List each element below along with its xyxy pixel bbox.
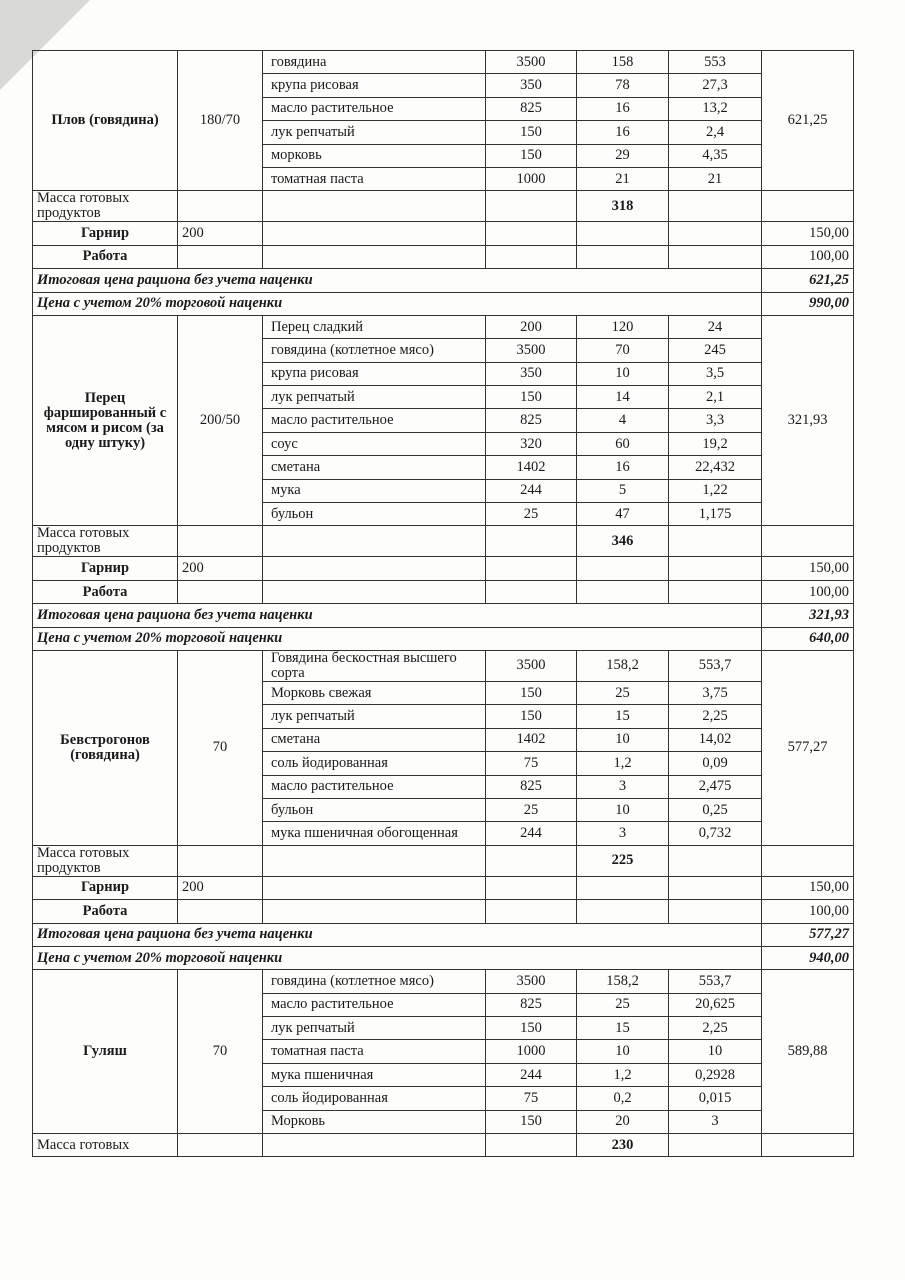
ingredient-name: бульон <box>263 503 486 526</box>
total-value: 577,27 <box>762 923 854 946</box>
empty-cell <box>486 580 577 603</box>
ingredient-quantity: 16 <box>577 456 669 479</box>
empty-cell <box>577 222 669 245</box>
empty-cell <box>178 245 263 268</box>
work-label: Работа <box>33 580 178 603</box>
empty-cell <box>669 876 762 899</box>
mass-row <box>33 191 854 222</box>
dish-price: 577,27 <box>762 650 854 845</box>
total-value: 621,25 <box>762 269 854 292</box>
empty-cell <box>178 1134 263 1157</box>
mass-label: Масса готовых продуктов <box>33 191 178 222</box>
work-price: 100,00 <box>762 580 854 603</box>
ingredient-price-per-kg: 150 <box>486 144 577 167</box>
empty-cell <box>178 526 263 557</box>
garnish-price: 150,00 <box>762 557 854 580</box>
empty-cell <box>669 526 762 557</box>
portion-size: 180/70 <box>178 51 263 191</box>
ingredient-quantity: 0,2 <box>577 1087 669 1110</box>
ingredient-price-per-kg: 200 <box>486 315 577 338</box>
empty-cell <box>486 1134 577 1157</box>
ingredient-quantity: 25 <box>577 681 669 704</box>
ingredient-name: сметана <box>263 728 486 751</box>
portion-size: 70 <box>178 650 263 845</box>
empty-cell <box>486 876 577 899</box>
ingredient-name: говядина (котлетное мясо) <box>263 339 486 362</box>
ingredient-price-per-kg: 244 <box>486 822 577 845</box>
mass-value: 225 <box>577 845 669 876</box>
empty-cell <box>669 191 762 222</box>
empty-cell <box>263 876 486 899</box>
ingredient-cost: 2,475 <box>669 775 762 798</box>
ingredient-price-per-kg: 1000 <box>486 1040 577 1063</box>
empty-cell <box>486 900 577 923</box>
ingredient-quantity: 25 <box>577 993 669 1016</box>
ingredient-cost: 0,09 <box>669 752 762 775</box>
ingredient-name: масло растительное <box>263 97 486 120</box>
empty-cell <box>178 191 263 222</box>
dish-name: Плов (говядина) <box>33 51 178 191</box>
markup-value: 940,00 <box>762 946 854 969</box>
ingredient-price-per-kg: 350 <box>486 362 577 385</box>
recipe-cost-table <box>32 50 854 1157</box>
work-price: 100,00 <box>762 900 854 923</box>
ingredient-price-per-kg: 3500 <box>486 970 577 993</box>
garnish-value: 200 <box>178 222 263 245</box>
markup-label: Цена с учетом 20% торговой наценки <box>33 292 762 315</box>
empty-cell <box>178 900 263 923</box>
ingredient-price-per-kg: 244 <box>486 1063 577 1086</box>
ingredient-name: томатная паста <box>263 1040 486 1063</box>
total-row <box>33 269 854 292</box>
ingredient-price-per-kg: 1402 <box>486 728 577 751</box>
ingredient-price-per-kg: 825 <box>486 97 577 120</box>
ingredient-cost: 22,432 <box>669 456 762 479</box>
ingredient-cost: 13,2 <box>669 97 762 120</box>
ingredient-quantity: 10 <box>577 798 669 821</box>
ingredient-name: лук репчатый <box>263 386 486 409</box>
ingredient-cost: 4,35 <box>669 144 762 167</box>
garnish-label: Гарнир <box>33 557 178 580</box>
ingredient-name: мука пшеничная <box>263 1063 486 1086</box>
dish-price: 321,93 <box>762 315 854 526</box>
ingredient-name: говядина (котлетное мясо) <box>263 970 486 993</box>
ingredient-price-per-kg: 75 <box>486 752 577 775</box>
empty-cell <box>263 580 486 603</box>
ingredient-price-per-kg: 150 <box>486 1110 577 1133</box>
work-price: 100,00 <box>762 245 854 268</box>
ingredient-quantity: 158 <box>577 51 669 74</box>
ingredient-name: бульон <box>263 798 486 821</box>
empty-cell <box>762 526 854 557</box>
ingredient-name: сметана <box>263 456 486 479</box>
ingredient-name: мука <box>263 479 486 502</box>
ingredient-cost: 553 <box>669 51 762 74</box>
empty-cell <box>762 191 854 222</box>
ingredient-quantity: 60 <box>577 432 669 455</box>
empty-cell <box>263 900 486 923</box>
ingredient-cost: 1,175 <box>669 503 762 526</box>
dish-name: Гуляш <box>33 970 178 1134</box>
mass-label: Масса готовых <box>33 1134 178 1157</box>
ingredient-cost: 553,7 <box>669 970 762 993</box>
ingredient-price-per-kg: 150 <box>486 1017 577 1040</box>
empty-cell <box>669 222 762 245</box>
ingredient-cost: 2,25 <box>669 1017 762 1040</box>
work-label: Работа <box>33 900 178 923</box>
ingredient-quantity: 1,2 <box>577 752 669 775</box>
empty-cell <box>762 1134 854 1157</box>
ingredient-quantity: 14 <box>577 386 669 409</box>
ingredient-quantity: 5 <box>577 479 669 502</box>
empty-cell <box>178 580 263 603</box>
ingredient-name: масло растительное <box>263 993 486 1016</box>
mass-label: Масса готовых продуктов <box>33 526 178 557</box>
ingredient-quantity: 21 <box>577 167 669 190</box>
markup-value: 990,00 <box>762 292 854 315</box>
ingredient-quantity: 158,2 <box>577 970 669 993</box>
ingredient-quantity: 10 <box>577 728 669 751</box>
garnish-row <box>33 876 854 899</box>
empty-cell <box>486 245 577 268</box>
garnish-price: 150,00 <box>762 222 854 245</box>
portion-size: 70 <box>178 970 263 1134</box>
ingredient-price-per-kg: 150 <box>486 705 577 728</box>
ingredient-cost: 2,25 <box>669 705 762 728</box>
ingredient-name: масло растительное <box>263 409 486 432</box>
ingredient-quantity: 47 <box>577 503 669 526</box>
empty-cell <box>577 557 669 580</box>
ingredient-name: соус <box>263 432 486 455</box>
ingredient-quantity: 16 <box>577 121 669 144</box>
ingredient-cost: 2,1 <box>669 386 762 409</box>
table-row <box>33 51 854 74</box>
ingredient-cost: 19,2 <box>669 432 762 455</box>
empty-cell <box>263 845 486 876</box>
ingredient-cost: 21 <box>669 167 762 190</box>
ingredient-price-per-kg: 1000 <box>486 167 577 190</box>
ingredient-price-per-kg: 350 <box>486 74 577 97</box>
empty-cell <box>263 557 486 580</box>
ingredient-quantity: 29 <box>577 144 669 167</box>
empty-cell <box>669 580 762 603</box>
ingredient-price-per-kg: 3500 <box>486 650 577 681</box>
work-row <box>33 245 854 268</box>
ingredient-name: лук репчатый <box>263 705 486 728</box>
empty-cell <box>486 526 577 557</box>
mass-value: 346 <box>577 526 669 557</box>
ingredient-price-per-kg: 320 <box>486 432 577 455</box>
table-row <box>33 315 854 338</box>
ingredient-name: морковь <box>263 144 486 167</box>
total-label: Итоговая цена рациона без учета наценки <box>33 923 762 946</box>
ingredient-price-per-kg: 825 <box>486 775 577 798</box>
ingredient-price-per-kg: 244 <box>486 479 577 502</box>
garnish-price: 150,00 <box>762 876 854 899</box>
ingredient-quantity: 16 <box>577 97 669 120</box>
garnish-label: Гарнир <box>33 876 178 899</box>
ingredient-quantity: 20 <box>577 1110 669 1133</box>
ingredient-name: мука пшеничная обогощенная <box>263 822 486 845</box>
empty-cell <box>669 1134 762 1157</box>
ingredient-price-per-kg: 3500 <box>486 51 577 74</box>
garnish-value: 200 <box>178 876 263 899</box>
ingredient-name: соль йодированная <box>263 752 486 775</box>
empty-cell <box>577 245 669 268</box>
ingredient-cost: 245 <box>669 339 762 362</box>
empty-cell <box>263 222 486 245</box>
ingredient-name: Морковь свежая <box>263 681 486 704</box>
empty-cell <box>669 845 762 876</box>
empty-cell <box>486 845 577 876</box>
total-label: Итоговая цена рациона без учета наценки <box>33 604 762 627</box>
ingredient-name: крупа рисовая <box>263 362 486 385</box>
empty-cell <box>577 876 669 899</box>
ingredient-price-per-kg: 25 <box>486 798 577 821</box>
empty-cell <box>263 1134 486 1157</box>
work-row <box>33 900 854 923</box>
ingredient-price-per-kg: 825 <box>486 409 577 432</box>
ingredient-quantity: 15 <box>577 1017 669 1040</box>
ingredient-quantity: 10 <box>577 1040 669 1063</box>
dish-name: Перец фаршированный с мясом и рисом (за одну штуку) <box>33 315 178 526</box>
ingredient-name: говядина <box>263 51 486 74</box>
ingredient-name: Перец сладкий <box>263 315 486 338</box>
ingredient-quantity: 158,2 <box>577 650 669 681</box>
empty-cell <box>577 900 669 923</box>
ingredient-quantity: 4 <box>577 409 669 432</box>
empty-cell <box>669 900 762 923</box>
empty-cell <box>762 845 854 876</box>
ingredient-name: Морковь <box>263 1110 486 1133</box>
empty-cell <box>486 222 577 245</box>
ingredient-quantity: 78 <box>577 74 669 97</box>
markup-label: Цена с учетом 20% торговой наценки <box>33 627 762 650</box>
ingredient-cost: 24 <box>669 315 762 338</box>
ingredient-cost: 2,4 <box>669 121 762 144</box>
ingredient-cost: 3 <box>669 1110 762 1133</box>
garnish-row <box>33 557 854 580</box>
ingredient-quantity: 70 <box>577 339 669 362</box>
markup-row <box>33 292 854 315</box>
garnish-row <box>33 222 854 245</box>
work-row <box>33 580 854 603</box>
total-row <box>33 923 854 946</box>
ingredient-name: крупа рисовая <box>263 74 486 97</box>
markup-value: 640,00 <box>762 627 854 650</box>
ingredient-price-per-kg: 75 <box>486 1087 577 1110</box>
ingredient-quantity: 15 <box>577 705 669 728</box>
garnish-label: Гарнир <box>33 222 178 245</box>
empty-cell <box>263 191 486 222</box>
ingredient-cost: 1,22 <box>669 479 762 502</box>
ingredient-cost: 3,75 <box>669 681 762 704</box>
ingredient-price-per-kg: 1402 <box>486 456 577 479</box>
ingredient-cost: 14,02 <box>669 728 762 751</box>
ingredient-price-per-kg: 825 <box>486 993 577 1016</box>
ingredient-name: лук репчатый <box>263 1017 486 1040</box>
empty-cell <box>669 245 762 268</box>
empty-cell <box>263 245 486 268</box>
ingredient-quantity: 3 <box>577 775 669 798</box>
ingredient-price-per-kg: 150 <box>486 681 577 704</box>
mass-label: Масса готовых продуктов <box>33 845 178 876</box>
empty-cell <box>669 557 762 580</box>
ingredient-name: соль йодированная <box>263 1087 486 1110</box>
dish-price: 589,88 <box>762 970 854 1134</box>
markup-row <box>33 946 854 969</box>
empty-cell <box>263 526 486 557</box>
garnish-value: 200 <box>178 557 263 580</box>
ingredient-cost: 3,5 <box>669 362 762 385</box>
dish-name: Бевстрогонов (говядина) <box>33 650 178 845</box>
work-label: Работа <box>33 245 178 268</box>
ingredient-cost: 10 <box>669 1040 762 1063</box>
ingredient-price-per-kg: 150 <box>486 121 577 144</box>
dish-price: 621,25 <box>762 51 854 191</box>
ingredient-quantity: 1,2 <box>577 1063 669 1086</box>
total-value: 321,93 <box>762 604 854 627</box>
empty-cell <box>486 191 577 222</box>
total-label: Итоговая цена рациона без учета наценки <box>33 269 762 292</box>
ingredient-name: Говядина бескостная высшего сорта <box>263 650 486 681</box>
total-row <box>33 604 854 627</box>
ingredient-price-per-kg: 3500 <box>486 339 577 362</box>
mass-row <box>33 1134 854 1157</box>
ingredient-price-per-kg: 25 <box>486 503 577 526</box>
markup-row <box>33 627 854 650</box>
mass-value: 318 <box>577 191 669 222</box>
ingredient-cost: 0,015 <box>669 1087 762 1110</box>
ingredient-quantity: 3 <box>577 822 669 845</box>
ingredient-quantity: 120 <box>577 315 669 338</box>
mass-value: 230 <box>577 1134 669 1157</box>
empty-cell <box>178 845 263 876</box>
mass-row <box>33 845 854 876</box>
table-row <box>33 650 854 681</box>
ingredient-price-per-kg: 150 <box>486 386 577 409</box>
ingredient-cost: 553,7 <box>669 650 762 681</box>
ingredient-quantity: 10 <box>577 362 669 385</box>
ingredient-cost: 27,3 <box>669 74 762 97</box>
ingredient-cost: 20,625 <box>669 993 762 1016</box>
empty-cell <box>577 580 669 603</box>
ingredient-name: томатная паста <box>263 167 486 190</box>
empty-cell <box>486 557 577 580</box>
ingredient-cost: 3,3 <box>669 409 762 432</box>
mass-row <box>33 526 854 557</box>
table-row <box>33 970 854 993</box>
ingredient-cost: 0,732 <box>669 822 762 845</box>
ingredient-name: лук репчатый <box>263 121 486 144</box>
markup-label: Цена с учетом 20% торговой наценки <box>33 946 762 969</box>
ingredient-cost: 0,25 <box>669 798 762 821</box>
portion-size: 200/50 <box>178 315 263 526</box>
ingredient-cost: 0,2928 <box>669 1063 762 1086</box>
ingredient-name: масло растительное <box>263 775 486 798</box>
